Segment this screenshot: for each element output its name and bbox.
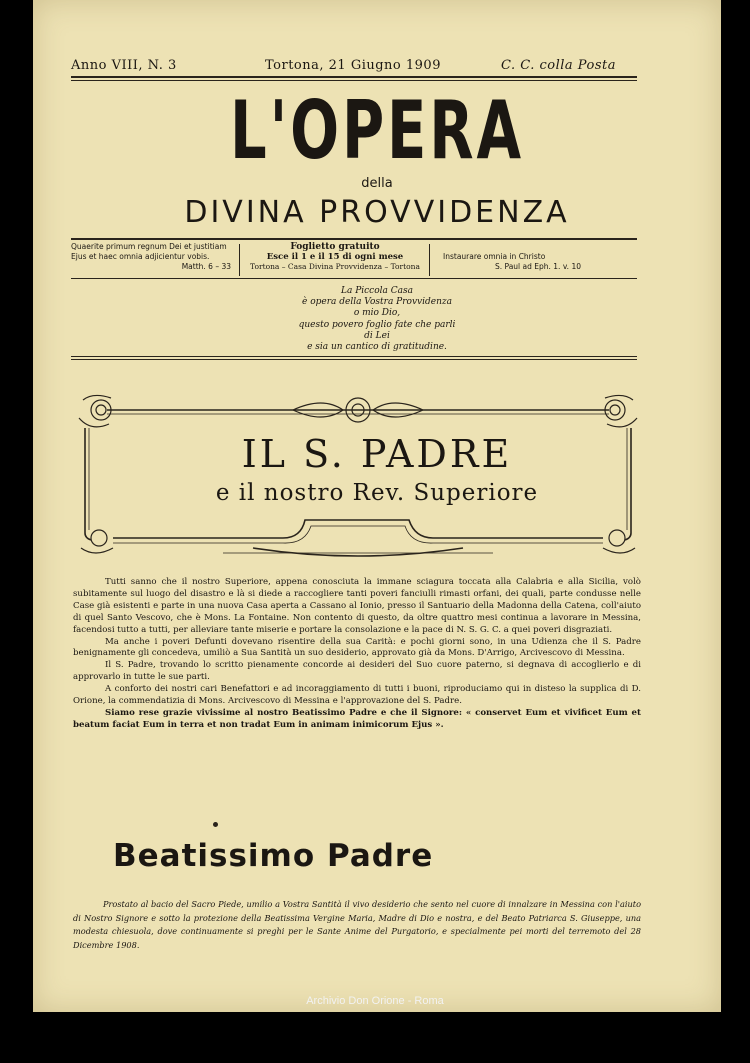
article-paragraph: A conforto dei nostri cari Benefattori e ad incoraggiamento di tutti i buoni, riproduciamo qui in disteso la supplica di D. Orione, la commendatizia di Mons. Arcivescovo di Messina e l'approvazione del S. Padre.	[73, 684, 641, 707]
header-rule	[71, 76, 637, 78]
masthead-della: della	[361, 176, 393, 191]
article-body	[73, 577, 641, 732]
article-paragraph: Tutti sanno che il nostro Superiore, appena conosciuta la immane sciagura toccata alla Calabria e alla Sicilia, volò subitamente sul luogo del disastro e là si diede a raccogliere tanti poveri fanciulli rimasti orfani, dei quali, parte condusse nelle Case già esistenti e parte in una nuova Casa aperta a Cassano al Ionio, presso il Santuario della Madonna della Catena, coll'aiuto di quel Santo Vescovo, che è Mons. La Fontaine. Non contento di questo, da oltre quattro mesi continua a lavorare in Messina, facendosi tutto a tutti, per alleviare tante miserie e portare la consolazione e la pace di N. S. G. C. a quei poveri disgraziati.	[73, 577, 641, 635]
info-rule-bottom	[71, 278, 637, 279]
separator-dot	[213, 822, 218, 827]
quote-ref: Matth. 6 – 33	[181, 262, 231, 271]
poem-rule-2	[71, 359, 637, 360]
right-line-2: S. Paul ad Eph. 1. v. 10	[494, 262, 581, 271]
quote-line-1: Quaerite primum regnum Dei et justitiam	[71, 242, 227, 251]
poem-line: e sia un cantico di gratitudine.	[307, 342, 447, 353]
issue-number: Anno VIII, N. 3	[71, 58, 177, 73]
section-title: Beatissimo Padre	[113, 838, 434, 874]
right-line-1: Instaurare omnia in Christo	[443, 252, 546, 261]
newspaper-page	[33, 0, 721, 1012]
poem-rule	[71, 356, 637, 357]
poem-line: o mio Dio,	[353, 308, 401, 319]
quote-line-2: Ejus et haec omnia adjicientur vobis.	[71, 252, 210, 261]
header-rule-thin	[71, 80, 637, 81]
info-right	[443, 252, 633, 272]
poem-line: questo povero foglio fate che parli	[298, 319, 456, 330]
center-line-3: Tortona – Casa Divina Provvidenza – Tortona	[250, 262, 420, 271]
info-divider-right	[429, 244, 430, 276]
article-paragraph: Il S. Padre, trovando lo scritto pienamente concorde ai desideri del Suo cuore paterno, si degnava di accoglierlo e di approvarlo in tutte le sue parti.	[73, 660, 641, 683]
archive-caption: Archivio Don Orione - Roma	[306, 995, 444, 1007]
article-subtitle: e il nostro Rev. Superiore	[215, 480, 539, 506]
center-line-2: Esce il 1 e il 15 di ogni mese	[266, 252, 404, 262]
info-center	[245, 242, 425, 272]
article-paragraph: Ma anche i poveri Defunti dovevano risentire della sua Carità: e pochi giorni sono, in una Udienza che il S. Padre benignamente gli concedeva, umiliò a Sua Santità un suo desiderio, approvato già da Mons. D'Arrigo, Arcivescovo di Messina.	[73, 636, 641, 659]
section-text: Prostato al bacio del Sacro Piede, umilio a Vostra Santità il vivo desiderio che sento nel cuore di innalzare in Messina con l'aiuto di Nostro Signore e sotto la protezione della Beatissima Vergine Maria, Madre di Dio e nostra, e del Beato Patriarca S. Giuseppe, una modesta chiesuola, dove continuamente si preghi per le Sante Anime del Purgatorio, e specialmente pei morti del terremoto del 28 Dicembre 1908.	[73, 899, 641, 950]
poem-line: è opera della Vostra Provvidenza	[302, 297, 452, 308]
masthead-subtitle: DIVINA PROVVIDENZA	[184, 195, 570, 230]
poem-line: di Lei	[364, 330, 390, 341]
poem	[33, 286, 721, 353]
issue-date: Tortona, 21 Giugno 1909	[265, 58, 441, 73]
ornamental-frame	[73, 388, 643, 564]
article-paragraph: Siamo rese grazie vivissime al nostro Beatissimo Padre e che il Signore: « conservet Eum et vivificet Eum et beatum faciat Eum in terra et non tradat Eum in animam inimicorum Ejus ».	[73, 707, 641, 730]
info-left	[71, 242, 231, 272]
info-rule-top	[71, 238, 637, 240]
info-divider-left	[239, 244, 240, 276]
masthead-title: L'OPERA	[230, 84, 524, 177]
center-line-1: Foglietto gratuito	[290, 242, 380, 252]
poem-line: La Piccola Casa	[341, 286, 413, 296]
article-title: IL S. PADRE	[241, 432, 513, 476]
postal-note: C. C. colla Posta	[501, 58, 616, 73]
